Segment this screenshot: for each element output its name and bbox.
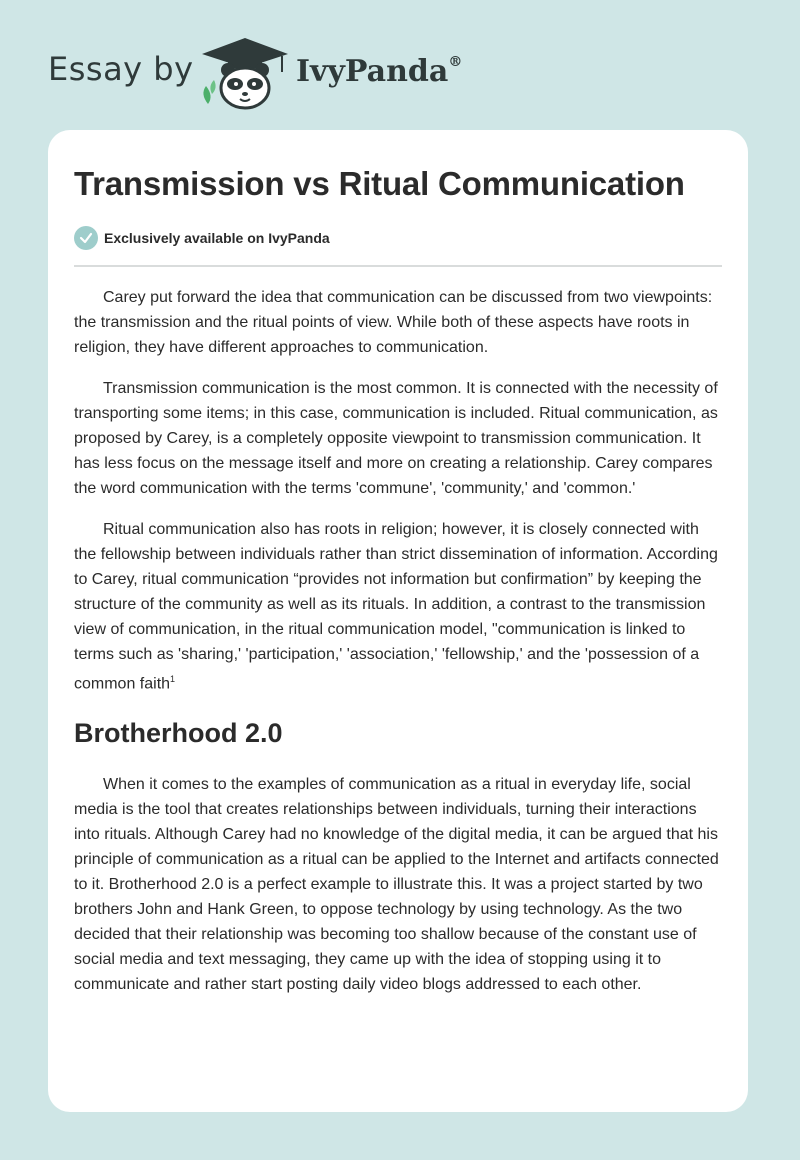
- badge-label: Exclusively available on IvyPanda: [104, 230, 330, 246]
- brand-name[interactable]: IvyPanda®: [296, 54, 463, 89]
- panda-graduate-icon[interactable]: [198, 34, 292, 110]
- registered-mark: ®: [448, 54, 463, 70]
- paragraph: Carey put forward the idea that communication can be discussed from two viewpoints: the transmission and the ritual points of view. While both of these aspects have roots in religion, they have different approaches to communication.: [74, 289, 713, 356]
- essay-by-label: Essay by: [48, 50, 194, 88]
- page-title: Transmission vs Ritual Communication: [74, 165, 685, 202]
- paragraph: When it comes to the examples of communication as a ritual in everyday life, social media is the tool that creates relationships between individuals, turning their interactions into rituals. Although Carey had no knowledge of the digital media, it can be argued that his principle of communication as a ritual can be applied to the Internet and artifacts connected to it. Brotherhood 2.0 is a perfect example to illustrate this. It was a project started by two brothers John and Hank Green, to oppose technology by using technology. As the two decided that their relationship was becoming too shallow because of the constant use of social media and text messaging, they came up with the idea of stopping using it to communicate and rather start posting daily video blogs addressed to each other.: [74, 776, 719, 994]
- paragraph: Transmission communication is the most common. It is connected with the necessity of transporting some items; in this case, communication is included. Ritual communication, as proposed by Carey, is a completely opposite viewpoint to transmission communication. It has less focus on the message itself and more on creating a relationship. Carey compares the word communication with the terms 'commune', 'community,' and 'common.': [74, 380, 718, 497]
- article-card: [48, 130, 748, 1112]
- paragraph: [74, 517, 722, 696]
- section-heading: Brotherhood 2.0: [74, 718, 283, 749]
- divider: [74, 265, 722, 267]
- exclusive-badge: [74, 226, 722, 250]
- check-icon: [74, 226, 98, 250]
- paragraph-text: Ritual communication also has roots in religion; however, it is closely connected with the fellowship between individuals rather than strict dissemination of information. According to Carey, ritual communication “provides not information but confirmation” by keeping the structure of the community as well as its rituals. In addition, a contrast to the transmission view of communication, in the ritual communication model, "communication is linked to terms such as 'sharing,' 'participation,' 'association,' 'fellowship,' and the 'possession of a common faith: [74, 521, 718, 693]
- footnote-link[interactable]: 1: [170, 674, 176, 684]
- site-header: [0, 0, 800, 130]
